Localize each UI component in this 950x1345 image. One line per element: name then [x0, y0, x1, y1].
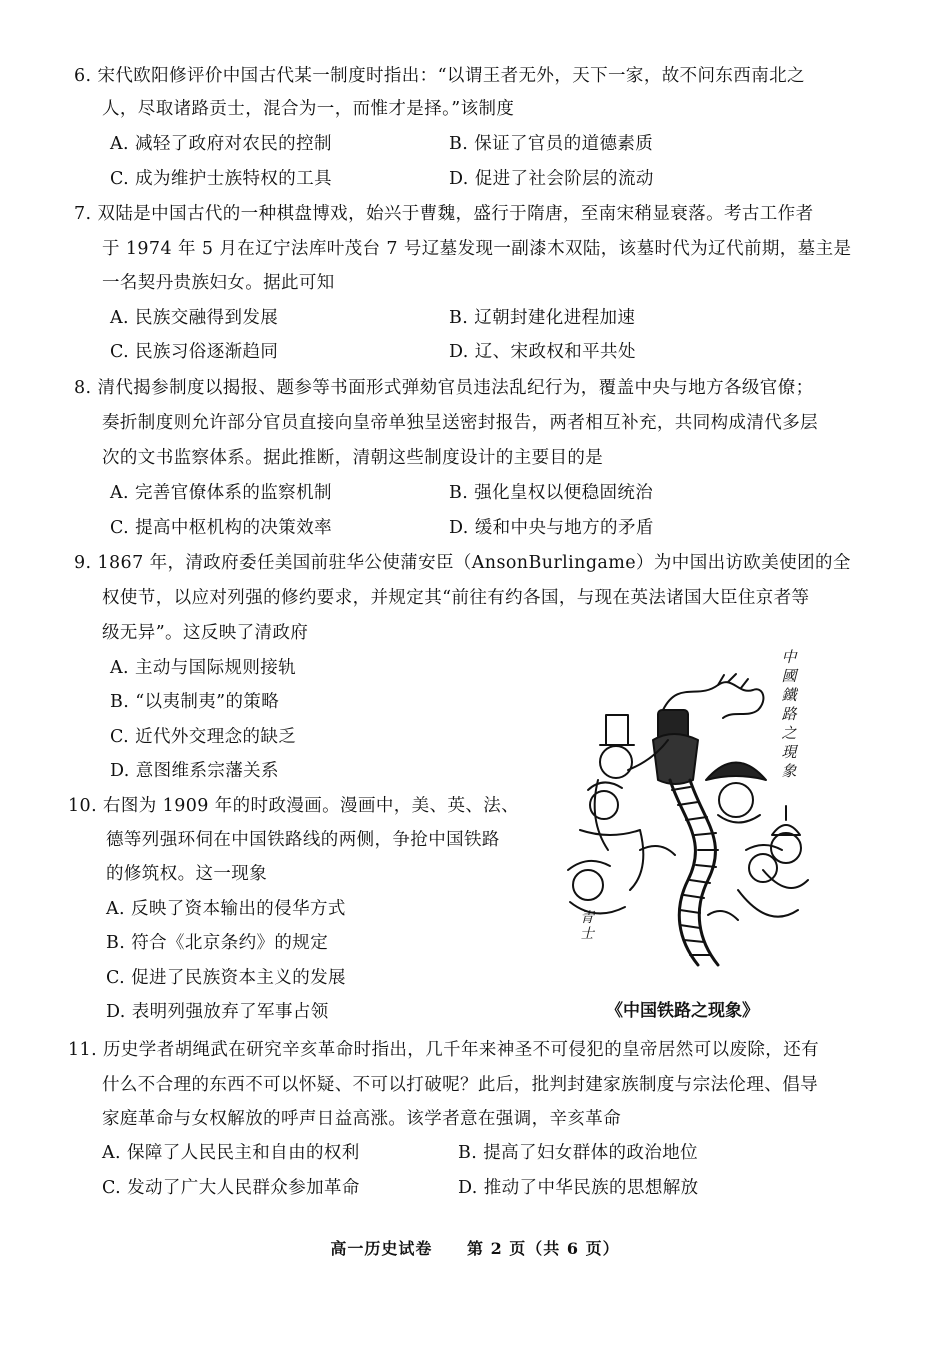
q10-stem-line-2: 德等列强环伺在中国铁路线的两侧，争抢中国铁路 — [106, 830, 500, 850]
figure-caption: 《中国铁路之现象》 — [606, 1001, 759, 1021]
q8-option-a-text: 完善官僚体系的监察机制 — [134, 483, 332, 503]
page-footer — [0, 1236, 950, 1259]
q6-stem-line-2: 人，尽取诸路贡士，混合为一，而惟才是择。”该制度 — [102, 99, 515, 119]
q8-option-a-label: A. — [110, 483, 130, 503]
q11-option-b-label: B. — [458, 1143, 478, 1163]
q7-number: 7. — [74, 204, 92, 224]
q7-option-c-label: C. — [110, 342, 130, 362]
q11-option-c — [102, 1176, 360, 1200]
q8-option-a — [110, 481, 332, 505]
q9-option-b-text: “以夷制夷”的策略 — [135, 692, 280, 712]
q9-option-d — [110, 759, 279, 783]
q6-option-b — [449, 132, 653, 156]
q11-option-d-label: D. — [458, 1178, 478, 1198]
q8-stem-text-1: 清代揭参制度以揭报、题参等书面形式弹劾官员违法乱纪行为，覆盖中央与地方各级官僚； — [97, 378, 814, 398]
q6-option-a-label: A. — [110, 134, 130, 154]
q11-option-a-label: A. — [102, 1143, 122, 1163]
q7-option-b — [449, 306, 635, 330]
q11-option-a-text: 保障了人民民主和自由的权利 — [126, 1143, 360, 1163]
q8-option-c-label: C. — [110, 518, 130, 538]
q7-option-d-label: D. — [449, 342, 469, 362]
q8-stem-line-3: 次的文书监察体系。据此推断，清朝这些制度设计的主要目的是 — [102, 448, 604, 468]
q6-option-a — [110, 132, 332, 156]
q9-stem-line-1 — [74, 551, 851, 575]
q7-option-a-label: A. — [110, 308, 130, 328]
q9-stem-line-3: 级无异”。这反映了清政府 — [102, 623, 309, 643]
q8-stem-line-1 — [74, 376, 813, 400]
q8-number: 8. — [74, 378, 92, 398]
q9-option-c-text: 近代外交理念的缺乏 — [135, 727, 297, 747]
q10-option-a — [106, 897, 346, 921]
q6-stem-text-1: 宋代欧阳修评价中国古代某一制度时指出：“以谓王者无外，天下一家，故不问东西南北之 — [97, 66, 805, 86]
q8-option-d-text: 缓和中央与地方的矛盾 — [474, 518, 654, 538]
q7-option-d-text: 辽、宋政权和平共处 — [474, 342, 636, 362]
q9-number: 9. — [74, 553, 92, 573]
q6-option-d-label: D. — [449, 169, 469, 189]
q7-stem-line-1 — [74, 202, 813, 226]
q7-option-d — [449, 340, 636, 364]
q11-number: 11. — [68, 1040, 98, 1060]
q9-option-c — [110, 725, 296, 749]
q7-option-b-text: 辽朝封建化进程加速 — [474, 308, 636, 328]
q9-option-c-label: C. — [110, 727, 130, 747]
q8-option-b — [449, 481, 653, 505]
q8-option-b-text: 强化皇权以便稳固统治 — [474, 483, 654, 503]
q9-option-d-label: D. — [110, 761, 130, 781]
q6-option-d-text: 促进了社会阶层的流动 — [474, 169, 654, 189]
q7-option-b-label: B. — [449, 308, 469, 328]
footer-exam-title: 高一历史试卷 — [330, 1239, 433, 1258]
q10-option-c — [106, 966, 346, 990]
q10-option-d — [106, 1000, 329, 1024]
q8-option-d — [449, 516, 654, 540]
q9-option-a — [110, 656, 296, 680]
q11-option-b-text: 提高了妇女群体的政治地位 — [483, 1143, 699, 1163]
q7-option-c-text: 民族习俗逐渐趋同 — [135, 342, 279, 362]
q11-option-d — [458, 1176, 699, 1200]
q7-stem-line-3: 一名契丹贵族妇女。据此可知 — [102, 273, 335, 293]
q11-option-a — [102, 1141, 360, 1165]
q8-stem-line-2: 奏折制度则允许部分官员直接向皇帝单独呈送密封报告，两者相互补充，共同构成清代多层 — [102, 413, 818, 433]
q11-option-c-label: C. — [102, 1178, 122, 1198]
q10-option-b — [106, 931, 328, 955]
q10-option-a-text: 反映了资本输出的侵华方式 — [130, 899, 346, 919]
q10-stem-line-3: 的修筑权。这一现象 — [106, 864, 268, 884]
q8-option-c — [110, 516, 332, 540]
q10-option-c-text: 促进了民族资本主义的发展 — [131, 968, 346, 988]
q7-stem-text-1: 双陆是中国古代的一种棋盘博戏，始兴于曹魏，盛行于隋唐，至南宋稍显衰落。考古工作者 — [97, 204, 814, 224]
q6-option-b-label: B. — [449, 134, 469, 154]
q10-option-b-text: 符合《北京条约》的规定 — [131, 933, 329, 953]
q10-option-c-label: C. — [106, 968, 126, 988]
q8-option-c-text: 提高中枢机构的决策效率 — [135, 518, 333, 538]
q6-option-a-text: 减轻了政府对农民的控制 — [134, 134, 332, 154]
q6-option-b-text: 保证了官员的道德素质 — [474, 134, 654, 154]
q9-option-b — [110, 690, 279, 714]
cartoon-signature: 青士 — [580, 910, 594, 942]
q11-stem-line-3: 家庭革命与女权解放的呼声日益高涨。该学者意在强调，辛亥革命 — [102, 1109, 622, 1129]
q6-option-c-text: 成为维护士族特权的工具 — [135, 169, 333, 189]
q9-option-b-label: B. — [110, 692, 130, 712]
q9-option-a-text: 主动与国际规则接轨 — [134, 658, 297, 678]
q11-option-b — [458, 1141, 698, 1165]
q11-stem-line-2: 什么不合理的东西不可以怀疑、不可以打破呢？此后，批判封建家族制度与宗法伦理、倡导 — [102, 1075, 818, 1095]
q9-stem-line-2: 权使节，以应对列强的修约要求，并规定其“前往有约各国，与现在英法诸国大臣住京者等 — [102, 588, 810, 608]
q9-option-a-label: A. — [110, 658, 130, 678]
q10-option-d-text: 表明列强放弃了军事占领 — [131, 1002, 329, 1022]
q10-option-b-label: B. — [106, 933, 126, 953]
railway-cartoon-illustration — [558, 640, 818, 970]
q9-option-d-text: 意图维系宗藩关系 — [135, 761, 279, 781]
footer-page-number: 第 2 页（共 6 页） — [467, 1239, 620, 1258]
q7-option-a — [110, 306, 278, 330]
q8-option-b-label: B. — [449, 483, 469, 503]
q10-stem-text-1: 右图为 1909 年的时政漫画。漫画中，美、英、法、 — [103, 796, 520, 816]
q11-stem-line-1 — [68, 1038, 819, 1062]
q6-option-d — [449, 167, 654, 191]
q6-option-c-label: C. — [110, 169, 130, 189]
q10-number: 10. — [68, 796, 98, 816]
q7-stem-line-2: 于 1974 年 5 月在辽宁法库叶茂台 7 号辽墓发现一副漆木双陆，该墓时代为辽代前期，墓主是 — [102, 239, 852, 259]
q8-option-d-label: D. — [449, 518, 469, 538]
q10-option-d-label: D. — [106, 1002, 126, 1022]
q6-stem-line-1 — [74, 64, 805, 88]
q9-stem-text-1: 1867 年，清政府委任美国前驻华公使蒲安臣（AnsonBurlingame）为中国出访欧美使团的全 — [97, 553, 851, 573]
q11-option-c-text: 发动了广大人民群众参加革命 — [127, 1178, 360, 1198]
q6-number: 6. — [74, 66, 92, 86]
q7-option-a-text: 民族交融得到发展 — [134, 308, 279, 328]
cartoon-vertical-title: 中國鐵路之現象 — [781, 648, 797, 780]
q11-option-d-text: 推动了中华民族的思想解放 — [483, 1178, 699, 1198]
q10-stem-line-1 — [68, 794, 519, 818]
q10-option-a-label: A. — [106, 899, 126, 919]
q11-stem-text-1: 历史学者胡绳武在研究辛亥革命时指出，几千年来神圣不可侵犯的皇帝居然可以废除，还有 — [103, 1040, 819, 1060]
q6-option-c — [110, 167, 332, 191]
q7-option-c — [110, 340, 278, 364]
